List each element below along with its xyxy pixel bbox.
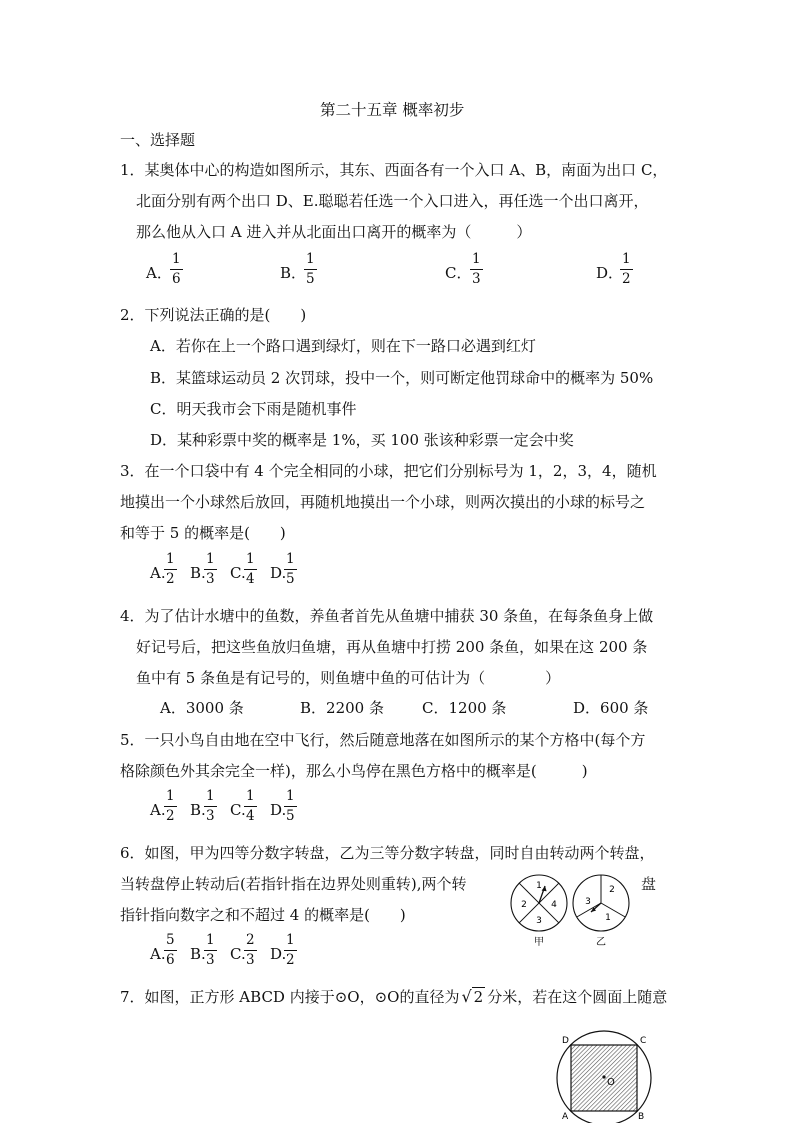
option-label: C. <box>230 801 246 819</box>
option-d-fraction <box>284 934 297 967</box>
denominator: 3 <box>206 807 215 824</box>
numerator: 1 <box>164 790 177 807</box>
option-c-fraction <box>244 553 257 586</box>
option-c-fraction <box>244 934 257 967</box>
question-1-line: 北面分别有两个出口 D、E.聪聪若任选一个入口进入，再任选一个出口离开， <box>136 192 649 210</box>
option-b-fraction <box>304 253 317 286</box>
option-a-fraction <box>164 934 177 967</box>
sector-number: 3 <box>536 916 542 926</box>
sector-number: 2 <box>609 885 615 895</box>
label-a: A <box>562 1112 569 1122</box>
option-label: B. <box>190 564 206 582</box>
spinner-yi-label: 乙 <box>596 937 606 948</box>
denominator: 3 <box>206 951 215 968</box>
sqrt-expression <box>461 987 485 1006</box>
denominator: 2 <box>166 807 175 824</box>
option-label: C． <box>445 264 472 282</box>
question-5-line: 格除颜色外其余完全一样)，那么小鸟停在黑色方格中的概率是( ) <box>120 762 588 780</box>
option-c-fraction <box>244 790 257 823</box>
center-point <box>602 1075 605 1078</box>
question-3-line: 地摸出一个小球然后放回，再随机地摸出一个小球，则两次摸出的小球的标号之 <box>120 493 646 511</box>
question-4-line: 4．为了估计水塘中的鱼数，养鱼者首先从鱼塘中捕获 30 条鱼，在每条鱼身上做 <box>120 607 654 625</box>
numerator: 1 <box>204 790 217 807</box>
denominator: 5 <box>306 270 315 287</box>
spinner-jia <box>511 875 567 948</box>
section-heading: 一、选择题 <box>120 131 196 149</box>
question-4-line: 好记号后，把这些鱼放归鱼塘，再从鱼塘中打捞 200 条鱼，如果在这 200 条 <box>136 638 648 656</box>
denominator: 3 <box>206 570 215 587</box>
numerator: 1 <box>284 790 297 807</box>
denominator: 3 <box>472 270 481 287</box>
question-2-stem: 2．下列说法正确的是( ) <box>120 306 307 324</box>
option-b-fraction <box>204 934 217 967</box>
question-4-option: D．600 条 <box>573 699 649 717</box>
spinner-figure <box>505 868 635 950</box>
option-label: C. <box>230 564 246 582</box>
question-2-option: A．若你在上一个路口遇到绿灯，则在下一路口必遇到红灯 <box>150 337 536 355</box>
question-7-text-before: 7．如图，正方形 ABCD 内接于⊙O，⊙O的直径为 <box>120 988 460 1006</box>
sector-number: 1 <box>605 913 611 923</box>
option-b-fraction <box>204 790 217 823</box>
numerator: 1 <box>244 553 257 570</box>
sector-number: 4 <box>551 900 557 910</box>
denominator: 3 <box>246 951 255 968</box>
question-2-option: D．某种彩票中奖的概率是 1%，买 100 张该种彩票一定会中奖 <box>150 431 574 449</box>
denominator: 5 <box>286 570 295 587</box>
question-4-option: C．1200 条 <box>422 699 507 717</box>
question-2-option: B．某篮球运动员 2 次罚球，投中一个，则可断定他罚球命中的概率为 50% <box>150 369 654 387</box>
sqrt-sign-icon: √ <box>461 987 472 1006</box>
option-label: B． <box>280 264 307 282</box>
option-label: A. <box>150 945 166 963</box>
denominator: 6 <box>172 270 181 287</box>
numerator: 1 <box>204 934 217 951</box>
numerator: 1 <box>164 553 177 570</box>
spinner-jia-label: 甲 <box>534 937 544 948</box>
question-4-option: B．2200 条 <box>300 699 384 717</box>
spinner-yi <box>573 875 629 948</box>
question-6-line: 6．如图，甲为四等分数字转盘，乙为三等分数字转盘，同时自由转动两个转盘， <box>120 844 655 862</box>
option-a-fraction <box>164 553 177 586</box>
option-a-fraction <box>170 253 183 286</box>
label-b: B <box>638 1112 645 1122</box>
question-7-line <box>120 986 667 1007</box>
question-3-line: 和等于 5 的概率是( ) <box>120 524 286 542</box>
question-2-option: C．明天我市会下雨是随机事件 <box>150 400 357 418</box>
option-label: D． <box>596 264 624 282</box>
denominator: 2 <box>286 951 295 968</box>
sector-number: 3 <box>585 897 591 907</box>
denominator: 2 <box>166 570 175 587</box>
numerator: 1 <box>204 553 217 570</box>
sector-number: 2 <box>521 900 527 910</box>
option-label: C. <box>230 945 246 963</box>
numerator: 1 <box>304 253 317 270</box>
denominator: 4 <box>246 570 255 587</box>
option-label: B. <box>190 801 206 819</box>
option-d-fraction <box>284 790 297 823</box>
numerator: 1 <box>170 253 183 270</box>
numerator: 1 <box>470 253 483 270</box>
question-7-text-after: 分米，若在这个圆面上随意 <box>487 988 668 1006</box>
question-4-option: A．3000 条 <box>160 699 244 717</box>
option-d-fraction <box>284 553 297 586</box>
question-3-line: 3．在一个口袋中有 4 个完全相同的小球，把它们分别标号为 1，2，3，4，随机 <box>120 462 657 480</box>
option-label: B. <box>190 945 206 963</box>
numerator: 5 <box>164 934 177 951</box>
question-6-line: 指针指向数字之和不超过 4 的概率是( ) <box>120 906 406 924</box>
page-title: 第二十五章 概率初步 <box>320 101 465 119</box>
denominator: 4 <box>246 807 255 824</box>
question-6-line-tail: 盘 <box>641 875 657 893</box>
denominator: 6 <box>166 951 175 968</box>
question-6-line: 当转盘停止转动后(若指针指在边界处则重转),两个转 <box>120 875 467 893</box>
option-a-fraction <box>164 790 177 823</box>
option-label: A. <box>150 564 166 582</box>
option-d-fraction <box>620 253 633 286</box>
label-d: D <box>562 1036 569 1046</box>
label-o: O <box>607 1077 615 1088</box>
numerator: 2 <box>244 934 257 951</box>
option-b-fraction <box>204 553 217 586</box>
question-1-line: 那么他从入口 A 进入并从北面出口离开的概率为（ ） <box>136 223 532 241</box>
numerator: 1 <box>284 553 297 570</box>
denominator: 2 <box>622 270 631 287</box>
option-label: D. <box>270 945 287 963</box>
option-label: D. <box>270 564 287 582</box>
question-4-line: 鱼中有 5 条鱼是有记号的，则鱼塘中鱼的可估计为（ ） <box>136 669 561 687</box>
option-c-fraction <box>470 253 483 286</box>
denominator: 5 <box>286 807 295 824</box>
option-label: D. <box>270 801 287 819</box>
label-c: C <box>640 1036 647 1046</box>
numerator: 1 <box>284 934 297 951</box>
inscribed-square-figure <box>552 1026 662 1123</box>
sqrt-radicand: 2 <box>473 988 484 1006</box>
question-5-line: 5．一只小鸟自由地在空中飞行，然后随意地落在如图所示的某个方格中(每个方 <box>120 731 646 749</box>
numerator: 1 <box>244 790 257 807</box>
sector-number: 1 <box>536 881 542 891</box>
option-label: A． <box>146 264 172 282</box>
numerator: 1 <box>620 253 633 270</box>
question-1-line: 1．某奥体中心的构造如图所示，其东、西面各有一个入口 A、B，南面为出口 C， <box>120 161 668 179</box>
option-label: A. <box>150 801 166 819</box>
